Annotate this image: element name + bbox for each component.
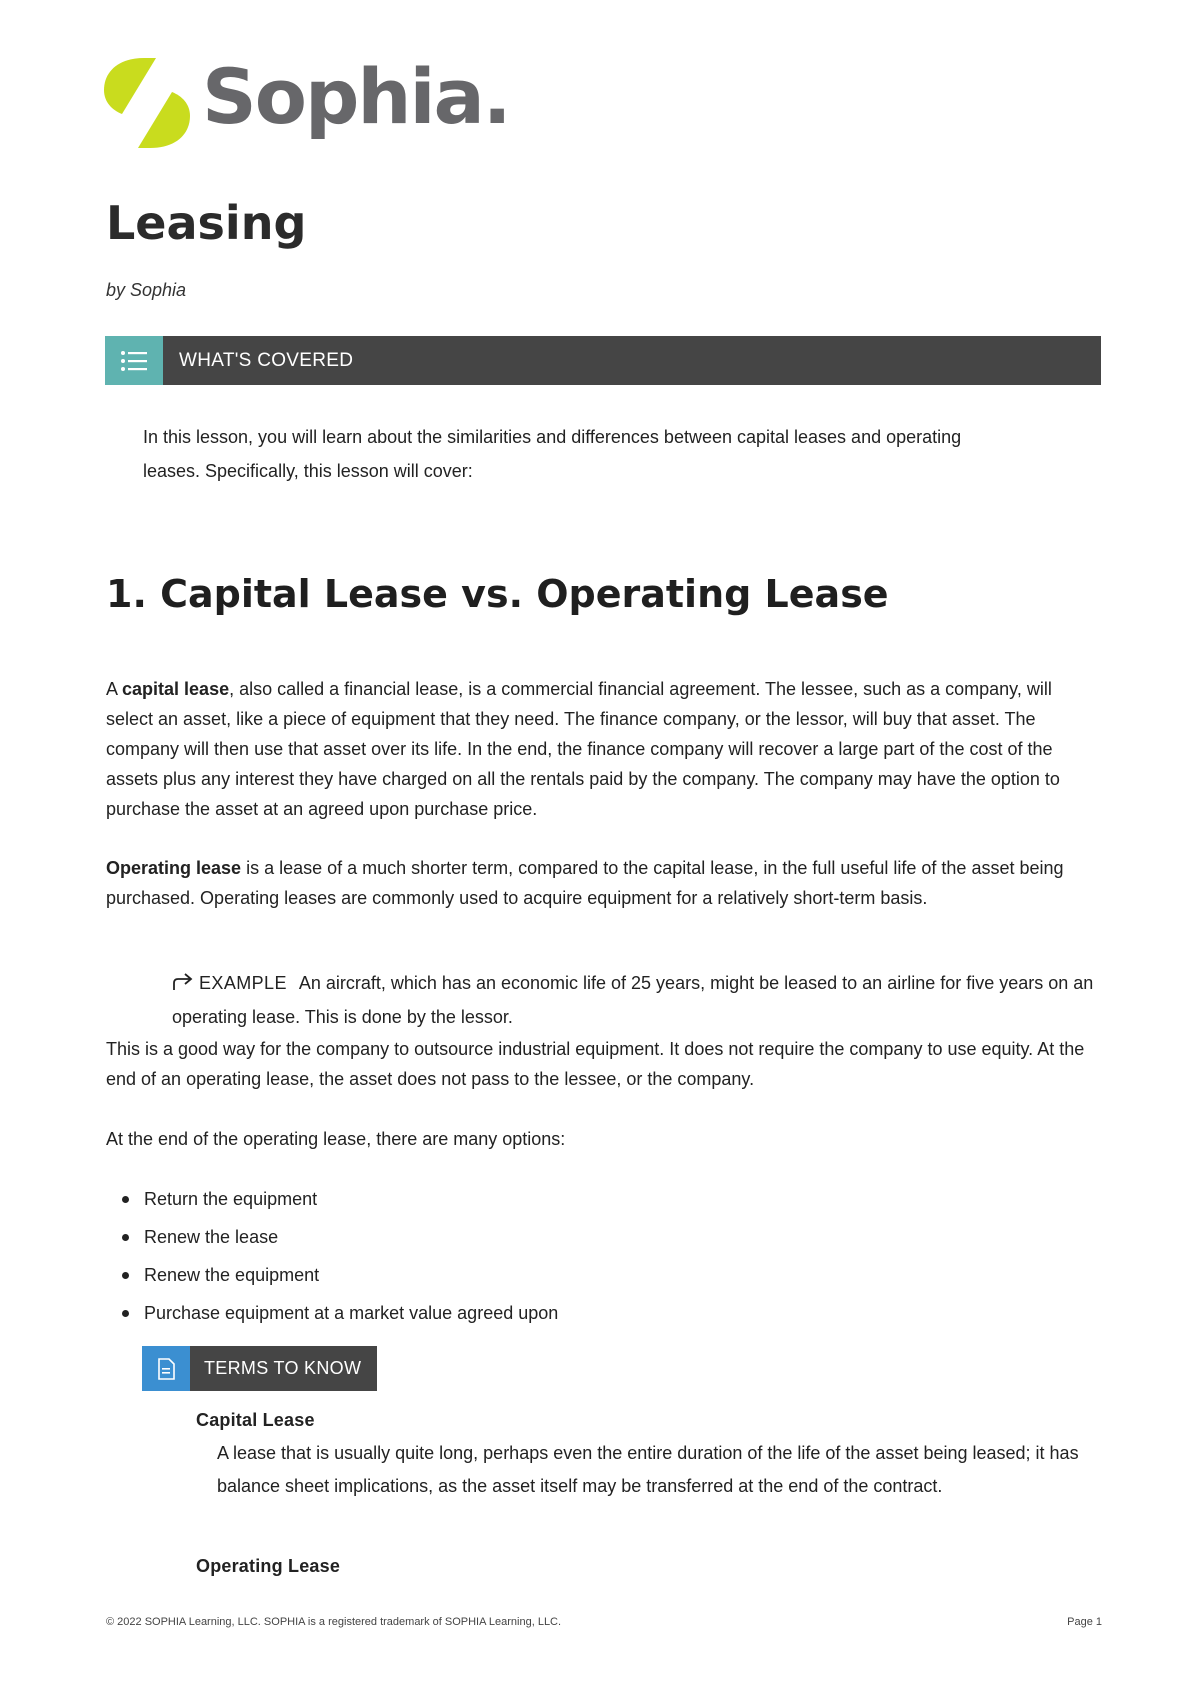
term-name: Operating Lease [196, 1556, 341, 1576]
sophia-logo [104, 52, 510, 150]
example-block [172, 966, 1102, 1034]
intro-text: In this lesson, you will learn about the similarities and differences between capital leases and operating leases. Specifically, this lesson will cover: [143, 427, 962, 481]
page-footer [106, 1616, 1102, 1628]
arrow-icon [172, 973, 194, 993]
sophia-wordmark: Sophia. [202, 52, 510, 141]
list-icon [105, 336, 163, 385]
sophia-logo-mark [104, 56, 190, 150]
options-list [122, 1180, 558, 1332]
list-item: Renew the lease [122, 1218, 558, 1256]
term-definition: A lease that is usually quite long, perhaps even the entire duration of the life of the asset being leased; it has balance sheet implications, as the asset itself may be transferred at the end of the contract. [217, 1443, 1079, 1496]
terms-to-know-label: TERMS TO KNOW [204, 1358, 362, 1378]
section-heading: 1. Capital Lease vs. Operating Lease [106, 572, 889, 616]
copyright-text: © 2022 SOPHIA Learning, LLC. SOPHIA is a registered trademark of SOPHIA Learning, LLC. [106, 1616, 562, 1628]
page-title: Leasing [106, 196, 307, 250]
outsource-paragraph: This is a good way for the company to outsource industrial equipment. It does not require the company to use equity. At the end of an operating lease, the asset does not pass to the lessee, or the company. [106, 1039, 1085, 1089]
list-item: Purchase equipment at a market value agreed upon [122, 1294, 558, 1332]
capital-lease-term: capital lease [122, 679, 230, 699]
list-item: Return the equipment [122, 1180, 558, 1218]
byline: by Sophia [106, 280, 187, 300]
document-icon [142, 1346, 190, 1391]
options-intro: At the end of the operating lease, there are many options: [106, 1129, 566, 1149]
example-text: An aircraft, which has an economic life of 25 years, might be leased to an airline for five years on an operating lease. This is done by the lessor. [172, 973, 1094, 1027]
whats-covered-label: WHAT'S COVERED [179, 349, 354, 371]
operating-lease-paragraph: Operating lease is a lease of a much shorter term, compared to the capital lease, in the full useful life of the asset being purchased. Operating leases are commonly used to acquire equipment for a relatively short-term basis. [106, 858, 1064, 908]
example-tag: EXAMPLE [199, 973, 287, 993]
whats-covered-banner [105, 336, 1101, 385]
operating-lease-term: Operating lease [106, 858, 242, 878]
term-name: Capital Lease [196, 1410, 315, 1430]
list-item: Renew the equipment [122, 1256, 558, 1294]
capital-lease-paragraph: A capital lease, also called a financial lease, is a commercial financial agreement. The lessee, such as a company, will select an asset, like a piece of equipment that they need. The finance company, or the lessor, will buy that asset. The company will then use that asset over its life. In the end, the finance company will recover a large part of the cost of the assets plus any interest they have charged on all the rentals paid by the company. The company may have the option to purchase the asset at an agreed upon purchase price. [106, 679, 1060, 819]
terms-to-know-banner [142, 1346, 377, 1391]
page-number: Page 1 [1067, 1616, 1102, 1628]
